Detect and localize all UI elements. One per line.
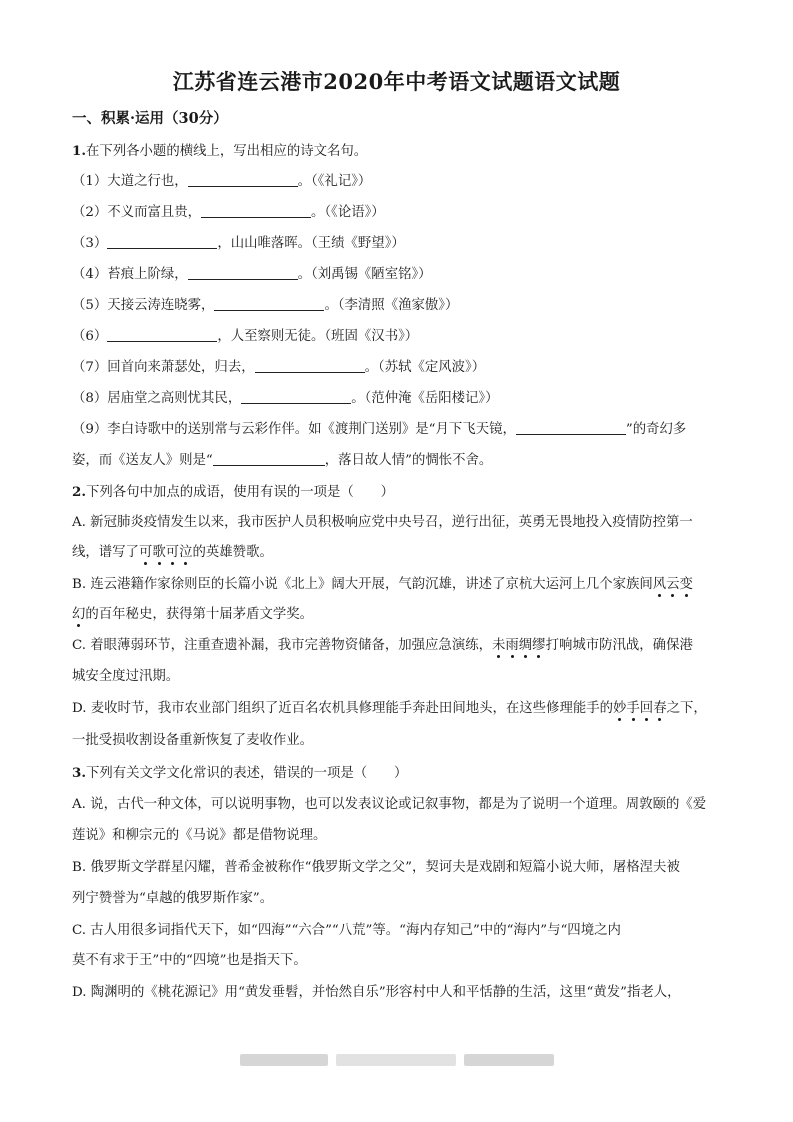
answer-blank[interactable] xyxy=(516,420,626,435)
question-3-stem: 3.下列有关文学文化常识的表述，错误的一项是（ ） xyxy=(72,765,408,781)
q2-option-d-line-1: D. 麦收时节，我市农业部门组织了近百名农机具修理能手奔赴田间地头，在这些修理能手的妙手回春之下， xyxy=(72,701,707,716)
q2-option-b-line-1: B. 连云港籍作家徐则臣的长篇小说《北上》阔大开展，气韵沉雄，讲述了京杭大运河上几个家族间风云变 xyxy=(72,577,693,592)
q1-item-5: （5）天接云涛连晓雾， 。（李清照《渔家傲》） xyxy=(72,298,459,313)
document-title: 江苏省连云港市2020年中考语文试题语文试题 xyxy=(172,69,621,94)
q3-option-a-line-1: A. 说，古代一种文体，可以说明事物，也可以发表议论或记叙事物，都是为了说明一个道理。周敦颐的《爱 xyxy=(72,797,707,812)
q3-option-b-line-1: B. 俄罗斯文学群星闪耀，普希金被称作“俄罗斯文学之父”，契诃夫是戏剧和短篇小说大师，屠格涅夫被 xyxy=(72,860,680,875)
answer-blank[interactable] xyxy=(255,358,365,373)
answer-blank[interactable] xyxy=(213,451,325,466)
dotted-char: 可 xyxy=(138,545,153,560)
q1-item-7: （7）回首向来萧瑟处，归去， 。（苏轼《定风波》） xyxy=(72,360,486,375)
q3-option-c-line-1: C. 古人用很多词指代天下，如“四海”“六合”“八荒”等。“海内存知己”中的“海内”与“四境之内 xyxy=(72,923,621,938)
question-2-stem: 2.下列各句中加点的成语，使用有误的一项是（ ） xyxy=(72,484,394,500)
dotted-char: 幻 xyxy=(72,607,86,622)
q1-item-8: （8）居庙堂之高则忧其民， 。（范仲淹《岳阳楼记》） xyxy=(72,391,499,406)
q2-option-c-line-2: 城安全度过汛期。 xyxy=(72,669,180,684)
dotted-char: 春 xyxy=(653,701,667,716)
dotted-char: 绸 xyxy=(518,638,533,653)
q3-option-b-line-2: 列宁赞誉为“卓越的俄罗斯作家”。 xyxy=(72,891,274,906)
q1-item-6: （6） ，人至察则无徒。（班固《汉书》） xyxy=(72,329,419,344)
dotted-char: 云 xyxy=(666,577,680,592)
q1-item-3: （3） ，山山唯落晖。（王绩《野望》） xyxy=(72,236,405,251)
answer-blank[interactable] xyxy=(107,327,217,342)
dotted-char: 妙 xyxy=(613,701,627,716)
q1-item-4: （4）苔痕上阶绿， 。（刘禹锡《陋室铭》） xyxy=(72,267,432,282)
question-1-stem: 1.在下列各小题的横线上，写出相应的诗文名句。 xyxy=(72,143,368,159)
section-heading: 一、积累·运用（30分） xyxy=(72,110,228,127)
q3-option-a-line-2: 莲说》和柳宗元的《马说》都是借物说理。 xyxy=(72,828,327,843)
dotted-char: 未 xyxy=(492,638,506,653)
q2-option-d-line-2: 一批受损收割设备重新恢复了麦收作业。 xyxy=(72,733,314,748)
q1-item-2: （2）不义而富且贵， 。（《论语》） xyxy=(72,205,385,220)
q2-option-a-line-1: A. 新冠肺炎疫情发生以来，我市医护人员积极响应党中央号召，逆行出征，英勇无畏地投入疫情防控第一 xyxy=(72,515,693,530)
q2-option-c-line-1: C. 着眼薄弱环节，注重查遗补漏，我市完善物资储备，加强应急演练，未雨绸缪打响城市防汛战，确保港 xyxy=(72,638,693,653)
dotted-char: 泣 xyxy=(179,545,193,560)
answer-blank[interactable] xyxy=(241,389,351,404)
answer-blank[interactable] xyxy=(188,172,298,187)
answer-blank[interactable] xyxy=(201,203,311,218)
q1-item-1: （1）大道之行也， 。（《礼记》） xyxy=(72,174,372,189)
answer-blank[interactable] xyxy=(188,265,298,280)
dotted-char: 手 xyxy=(626,701,640,716)
dotted-char: 歌 xyxy=(152,545,166,560)
answer-blank[interactable] xyxy=(214,296,324,311)
q1-item-9-line-1: （9）李白诗歌中的送别常与云彩作伴。如《渡荆门送别》是“月下飞天镜， ”的奇幻多 xyxy=(72,422,687,437)
dotted-char: 雨 xyxy=(505,638,519,653)
q3-option-c-line-2: 莫不有求于王”中的“四境”也是指天下。 xyxy=(72,953,307,968)
dotted-char: 缪 xyxy=(532,638,546,653)
q2-option-a-line-2: 线，谱写了可歌可泣的英雄赞歌。 xyxy=(72,545,273,560)
dotted-char: 风 xyxy=(652,577,667,592)
dotted-char: 可 xyxy=(165,545,180,560)
blurred-footer-watermark xyxy=(240,1054,554,1066)
dotted-char: 变 xyxy=(679,577,693,592)
q3-option-d-line-1: D. 陶渊明的《桃花源记》用“黄发垂髫，并怡然自乐”形容村中人和平恬静的生活，这里“黄发”指老人， xyxy=(72,985,681,1000)
q2-option-b-line-2: 幻的百年秘史，获得第十届茅盾文学奖。 xyxy=(72,607,314,622)
answer-blank[interactable] xyxy=(107,234,217,249)
dotted-char: 回 xyxy=(639,701,654,716)
q1-item-9-line-2: 姿，而《送友人》则是“ ，落日故人情”的惆怅不舍。 xyxy=(72,453,493,468)
